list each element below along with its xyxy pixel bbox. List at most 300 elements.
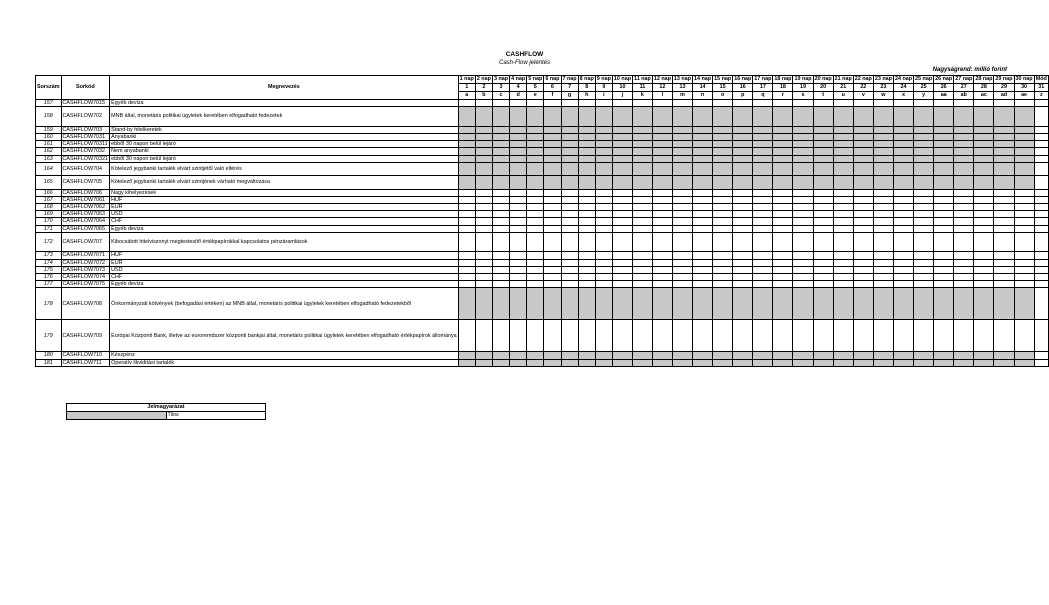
value-cell (713, 204, 733, 211)
value-cell (544, 252, 561, 259)
day-label-16: 16 nap (734, 76, 752, 83)
value-cell (873, 141, 893, 148)
value-cell (458, 232, 475, 252)
value-cell (873, 155, 893, 162)
value-cell (793, 155, 813, 162)
value-cell (773, 126, 793, 133)
day-label-13: 13 nap (673, 76, 691, 83)
value-cell (672, 232, 692, 252)
value-cell (833, 148, 853, 155)
cashflow-table (35, 75, 1049, 367)
value-cell (672, 155, 692, 162)
value-cell (994, 288, 1014, 320)
day-number-6: 6 (544, 84, 561, 92)
value-cell (561, 359, 578, 366)
value-cell (693, 352, 713, 359)
value-cell (492, 126, 509, 133)
value-cell (974, 352, 994, 359)
value-cell (793, 162, 813, 175)
value-cell (544, 107, 561, 127)
value-cell (475, 259, 492, 266)
day-number-13: 13 (672, 84, 692, 92)
table-row (36, 232, 1049, 252)
value-cell (914, 134, 934, 141)
value-cell (492, 320, 509, 352)
value-cell (544, 204, 561, 211)
value-cell (974, 204, 994, 211)
value-cell (527, 134, 544, 141)
value-cell (595, 225, 612, 232)
value-cell (974, 155, 994, 162)
value-cell (813, 218, 833, 225)
value-cell (833, 252, 853, 259)
value-cell (612, 320, 632, 352)
value-cell (813, 204, 833, 211)
row-megnevezes: Egyéb deviza (110, 281, 459, 288)
value-cell (612, 274, 632, 281)
value-cell (954, 259, 974, 266)
row-sorkod: CASHFLOW704 (61, 162, 110, 175)
day-letter-16: p (733, 92, 753, 100)
value-cell (475, 148, 492, 155)
table-row (36, 288, 1049, 320)
value-cell (773, 155, 793, 162)
value-cell (578, 352, 595, 359)
value-cell (1014, 211, 1034, 218)
value-cell (773, 211, 793, 218)
value-cell (853, 148, 873, 155)
legend-swatch (67, 412, 167, 420)
value-cell (492, 148, 509, 155)
value-cell (773, 259, 793, 266)
row-sorszam: 162 (36, 148, 62, 155)
value-cell (893, 281, 913, 288)
row-sorszam: 169 (36, 211, 62, 218)
value-cell (813, 225, 833, 232)
value-cell (773, 266, 793, 273)
day-label-4: 4 nap (511, 76, 526, 83)
value-cell (753, 320, 773, 352)
table-row (36, 107, 1049, 127)
day-number-30: 30 (1014, 84, 1034, 92)
value-cell (773, 176, 793, 189)
value-cell (510, 320, 527, 352)
value-cell (934, 148, 954, 155)
value-cell (833, 176, 853, 189)
value-cell (527, 148, 544, 155)
value-cell (873, 218, 893, 225)
value-cell (612, 148, 632, 155)
value-cell (595, 196, 612, 203)
row-megnevezes: Nagy kihelyezések (110, 189, 459, 196)
value-cell (544, 259, 561, 266)
value-cell (873, 126, 893, 133)
row-megnevezes: ebből 30 napon belül lejáró (110, 141, 459, 148)
value-cell (672, 204, 692, 211)
value-cell (853, 134, 873, 141)
value-cell (527, 252, 544, 259)
value-cell (652, 196, 672, 203)
value-cell (561, 107, 578, 127)
value-cell (693, 134, 713, 141)
value-cell (713, 126, 733, 133)
value-cell (693, 266, 713, 273)
value-cell (873, 107, 893, 127)
value-cell (527, 232, 544, 252)
value-cell (853, 162, 873, 175)
value-cell (954, 162, 974, 175)
value-cell (561, 266, 578, 273)
value-cell (893, 266, 913, 273)
value-cell (578, 225, 595, 232)
row-sorkod: CASHFLOW7074 (61, 274, 110, 281)
day-number-2: 2 (475, 84, 492, 92)
value-cell (733, 176, 753, 189)
value-cell (561, 176, 578, 189)
value-cell (652, 204, 672, 211)
value-cell (793, 274, 813, 281)
value-cell (595, 148, 612, 155)
value-cell (458, 259, 475, 266)
table-row (36, 155, 1049, 162)
value-cell (793, 211, 813, 218)
row-megnevezes: CHF (110, 274, 459, 281)
value-cell (492, 107, 509, 127)
row-sorkod: CASHFLOW7075 (61, 281, 110, 288)
value-cell (893, 148, 913, 155)
day-label-1: 1 nap (459, 76, 474, 83)
day-label-8: 8 nap (579, 76, 594, 83)
value-cell (652, 176, 672, 189)
value-cell (475, 126, 492, 133)
value-cell (974, 196, 994, 203)
day-number-22: 22 (853, 84, 873, 92)
value-cell (693, 281, 713, 288)
day-number-7: 7 (561, 84, 578, 92)
row-sorszam: 167 (36, 196, 62, 203)
value-cell (934, 155, 954, 162)
value-cell (853, 259, 873, 266)
value-cell (893, 100, 913, 107)
value-cell (510, 352, 527, 359)
row-megnevezes: USD (110, 211, 459, 218)
row-sorkod: CASHFLOW709 (61, 320, 110, 352)
value-cell (510, 288, 527, 320)
value-cell (713, 259, 733, 266)
value-cell (578, 196, 595, 203)
value-cell (693, 196, 713, 203)
value-cell (475, 134, 492, 141)
value-cell (1034, 107, 1048, 127)
value-cell (994, 352, 1014, 359)
day-label-26: 26 nap (935, 76, 953, 83)
day-letter-27: ab (954, 92, 974, 100)
value-cell (753, 352, 773, 359)
value-cell (934, 359, 954, 366)
value-cell (994, 126, 1014, 133)
value-cell (713, 266, 733, 273)
value-cell (612, 176, 632, 189)
value-cell (813, 266, 833, 273)
value-cell (633, 107, 653, 127)
value-cell (612, 232, 632, 252)
value-cell (595, 266, 612, 273)
value-cell (954, 359, 974, 366)
value-cell (1034, 100, 1048, 107)
value-cell (713, 162, 733, 175)
value-cell (974, 176, 994, 189)
day-label-17: 17 nap (754, 76, 772, 83)
value-cell (527, 320, 544, 352)
day-label-31: Mód (1035, 76, 1047, 83)
row-megnevezes: Európai Központi Bank, illetve az euroremdszer központi bankjai által, monetáris politikai ügyletek keretében elfogadható értékpapírok állománya (110, 320, 459, 352)
value-cell (458, 218, 475, 225)
value-cell (974, 100, 994, 107)
value-cell (595, 211, 612, 218)
value-cell (693, 176, 713, 189)
value-cell (527, 196, 544, 203)
row-sorszam: 168 (36, 204, 62, 211)
value-cell (793, 196, 813, 203)
day-label-23: 23 nap (874, 76, 892, 83)
value-cell (793, 288, 813, 320)
value-cell (544, 320, 561, 352)
legend-title: Jelmagyarázat (67, 404, 266, 412)
value-cell (853, 281, 873, 288)
value-cell (652, 232, 672, 252)
value-cell (914, 141, 934, 148)
value-cell (873, 232, 893, 252)
value-cell (595, 320, 612, 352)
value-cell (833, 100, 853, 107)
value-cell (1014, 196, 1034, 203)
value-cell (773, 141, 793, 148)
value-cell (492, 359, 509, 366)
value-cell (1034, 162, 1048, 175)
day-label-28: 28 nap (975, 76, 993, 83)
row-sorkod: CASHFLOW710 (61, 352, 110, 359)
value-cell (914, 204, 934, 211)
value-cell (510, 218, 527, 225)
value-cell (793, 320, 813, 352)
value-cell (713, 155, 733, 162)
value-cell (633, 141, 653, 148)
value-cell (561, 252, 578, 259)
header-sorszam: Sorszám (36, 76, 62, 100)
value-cell (1014, 107, 1034, 127)
day-letter-17: q (753, 92, 773, 100)
value-cell (672, 176, 692, 189)
value-cell (994, 281, 1014, 288)
row-megnevezes: Egyéb deviza (110, 225, 459, 232)
value-cell (753, 281, 773, 288)
value-cell (561, 196, 578, 203)
value-cell (1014, 274, 1034, 281)
value-cell (994, 176, 1014, 189)
value-cell (813, 211, 833, 218)
value-cell (475, 189, 492, 196)
value-cell (733, 259, 753, 266)
table-row (36, 266, 1049, 273)
day-number-26: 26 (934, 84, 954, 92)
value-cell (813, 162, 833, 175)
value-cell (612, 107, 632, 127)
value-cell (1014, 281, 1034, 288)
value-cell (733, 204, 753, 211)
value-cell (733, 141, 753, 148)
row-megnevezes: HUF (110, 196, 459, 203)
value-cell (753, 232, 773, 252)
value-cell (1034, 288, 1048, 320)
value-cell (612, 100, 632, 107)
value-cell (914, 211, 934, 218)
value-cell (934, 266, 954, 273)
value-cell (733, 225, 753, 232)
row-megnevezes: Kötelező jegybanki tartalék elvárt szintjének várható megváltozása (110, 176, 459, 189)
value-cell (1014, 218, 1034, 225)
value-cell (475, 218, 492, 225)
value-cell (458, 100, 475, 107)
value-cell (994, 218, 1014, 225)
value-cell (544, 211, 561, 218)
value-cell (492, 196, 509, 203)
value-cell (1034, 189, 1048, 196)
row-megnevezes: Kötelező jegybanki tartalék elvárt szintjétől való eltérés (110, 162, 459, 175)
value-cell (672, 134, 692, 141)
day-number-28: 28 (974, 84, 994, 92)
value-cell (1034, 204, 1048, 211)
table-row (36, 126, 1049, 133)
value-cell (753, 189, 773, 196)
value-cell (693, 126, 713, 133)
row-sorkod: CASHFLOW705 (61, 176, 110, 189)
value-cell (1014, 155, 1034, 162)
value-cell (713, 218, 733, 225)
report-title: CASHFLOW (505, 51, 544, 58)
table-row (36, 352, 1049, 359)
value-cell (733, 274, 753, 281)
value-cell (1014, 189, 1034, 196)
value-cell (492, 288, 509, 320)
value-cell (1014, 320, 1034, 352)
value-cell (633, 126, 653, 133)
row-sorszam: 164 (36, 162, 62, 175)
value-cell (753, 134, 773, 141)
value-cell (475, 288, 492, 320)
value-cell (813, 288, 833, 320)
value-cell (458, 107, 475, 127)
value-cell (652, 281, 672, 288)
value-cell (544, 155, 561, 162)
value-cell (813, 359, 833, 366)
value-cell (578, 232, 595, 252)
value-cell (492, 100, 509, 107)
value-cell (793, 100, 813, 107)
value-cell (833, 320, 853, 352)
value-cell (475, 281, 492, 288)
value-cell (954, 352, 974, 359)
day-letter-2: b (475, 92, 492, 100)
value-cell (510, 359, 527, 366)
value-cell (652, 162, 672, 175)
value-cell (458, 274, 475, 281)
table-row (36, 320, 1049, 352)
day-number-18: 18 (773, 84, 793, 92)
value-cell (753, 359, 773, 366)
value-cell (612, 288, 632, 320)
day-letter-29: ad (994, 92, 1014, 100)
value-cell (612, 204, 632, 211)
table-row (36, 148, 1049, 155)
value-cell (652, 225, 672, 232)
day-letter-25: y (914, 92, 934, 100)
value-cell (853, 100, 873, 107)
value-cell (492, 232, 509, 252)
value-cell (693, 141, 713, 148)
value-cell (527, 281, 544, 288)
table-row (36, 100, 1049, 107)
value-cell (733, 232, 753, 252)
value-cell (974, 320, 994, 352)
value-cell (578, 320, 595, 352)
value-cell (793, 176, 813, 189)
value-cell (578, 176, 595, 189)
value-cell (492, 176, 509, 189)
table-row (36, 359, 1049, 366)
value-cell (672, 218, 692, 225)
value-cell (492, 266, 509, 273)
table-row (36, 218, 1049, 225)
value-cell (693, 274, 713, 281)
value-cell (773, 204, 793, 211)
value-cell (753, 141, 773, 148)
value-cell (527, 274, 544, 281)
header-megnevezes: Megnevezés (110, 76, 459, 100)
value-cell (813, 126, 833, 133)
value-cell (793, 352, 813, 359)
value-cell (914, 252, 934, 259)
day-label-25: 25 nap (915, 76, 933, 83)
value-cell (873, 100, 893, 107)
value-cell (510, 107, 527, 127)
table-row (36, 281, 1049, 288)
report-subtitle: Cash-Flow jelentés (498, 60, 551, 66)
day-label-12: 12 nap (653, 76, 671, 83)
value-cell (492, 252, 509, 259)
value-cell (527, 259, 544, 266)
value-cell (633, 266, 653, 273)
row-sorkod: CASHFLOW7063 (61, 211, 110, 218)
value-cell (713, 288, 733, 320)
day-label-19: 19 nap (794, 76, 812, 83)
value-cell (773, 252, 793, 259)
row-megnevezes: EUR (110, 259, 459, 266)
value-cell (713, 232, 733, 252)
value-cell (544, 196, 561, 203)
day-letter-20: t (813, 92, 833, 100)
value-cell (813, 259, 833, 266)
table-row (36, 196, 1049, 203)
day-number-16: 16 (733, 84, 753, 92)
value-cell (813, 320, 833, 352)
value-cell (914, 189, 934, 196)
value-cell (974, 232, 994, 252)
value-cell (458, 359, 475, 366)
table-row (36, 141, 1049, 148)
value-cell (833, 189, 853, 196)
value-cell (672, 225, 692, 232)
value-cell (672, 252, 692, 259)
